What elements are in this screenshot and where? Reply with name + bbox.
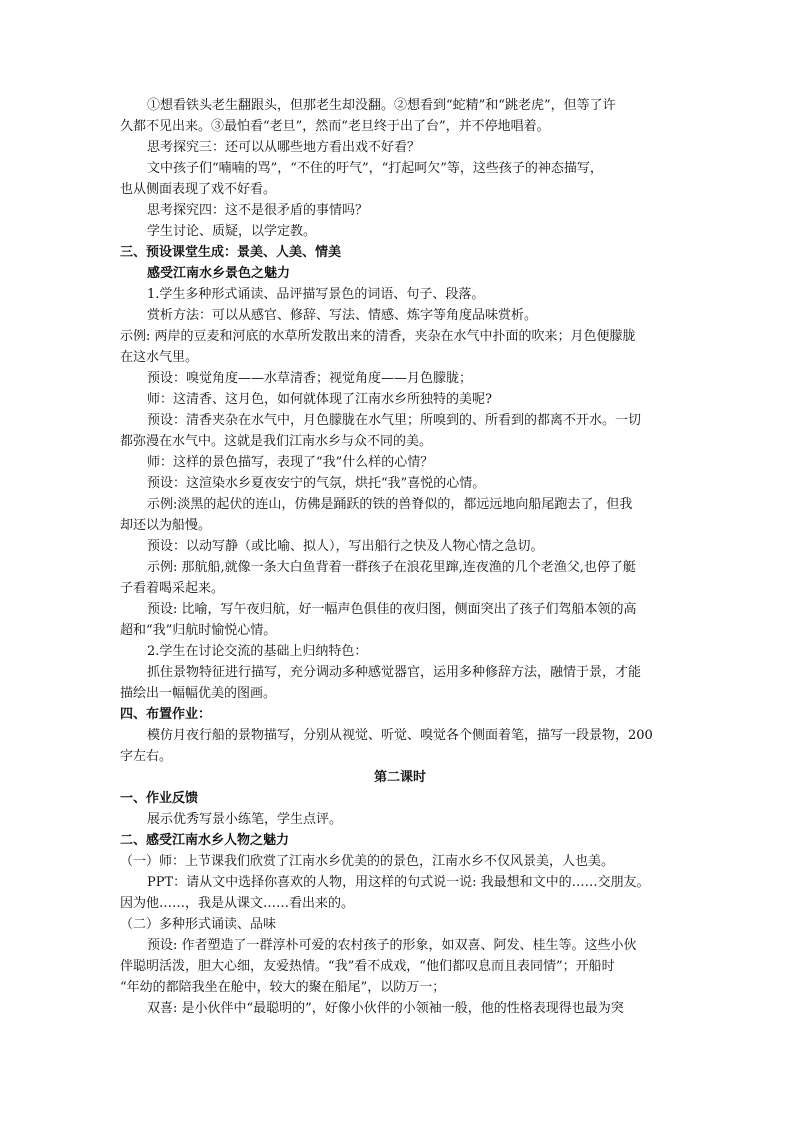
text-line: 也从侧面表现了戏不好看。: [120, 182, 277, 197]
text-line: 1.学生多种形式诵读、品评描写景色的词语、句子、段落。: [147, 287, 485, 302]
text-line: 师：这清香、这月色，如何就体现了江南水乡所独特的美呢?: [147, 392, 492, 407]
text-line: PPT：请从文中选择你喜欢的人物，用这样的句式说一说: 我最想和文中的……交朋友。: [147, 875, 650, 890]
text-line: 示例:淡黑的起伏的连山，仿佛是踊跃的铁的兽脊似的，都远远地向船尾跑去了，但我: [147, 497, 633, 512]
text-line: 预设: 比喻，写午夜归航，好一幅声色俱佳的夜归图，侧面突出了孩子们驾船本领的高: [147, 602, 637, 617]
text-line: 2.学生在讨论交流的基础上归纳特色：: [147, 644, 368, 659]
text-line: 赏析方法：可以从感官、修辞、写法、情感、炼字等角度品味赏析。: [147, 308, 538, 323]
text-line: 双喜: 是小伙伴中“最聪明的”，好像小伙伴的小领袖一般，他的性格表现得也最为突: [147, 1001, 624, 1016]
text-line: 感受江南水乡景色之魅力: [147, 266, 291, 281]
text-line: （一）师：上节课我们欣赏了江南水乡优美的的景色，江南水乡不仅风景美，人也美。: [120, 854, 615, 869]
document-page: [120, 95, 680, 1019]
text-line: 都弥漫在水气中。这就是我们江南水乡与众不同的美。: [120, 434, 433, 449]
text-line: 展示优秀写景小练笔，学生点评。: [147, 812, 343, 827]
text-line: 示例: 两岸的豆麦和河底的水草所发散出来的清香，夹杂在水气中扑面的吹来；月色便朦胧: [120, 329, 636, 344]
text-line: 模仿月夜行船的景物描写，分别从视觉、听觉、嗅觉各个侧面着笔，描写一段景物，200: [147, 728, 653, 743]
text-line: 一、作业反馈: [120, 791, 199, 806]
text-line: 久都不见出来。③最怕看“老旦”，然而“老旦终于出了台”，并不停地唱着。: [120, 119, 550, 134]
text-line: 在这水气里。: [120, 350, 199, 365]
text-line: 预设：以动写静（或比喻、拟人），写出船行之快及人物心情之急切。: [147, 539, 544, 554]
text-line: “年幼的都陪我坐在舱中，较大的聚在船尾”，以防万一；: [120, 980, 446, 995]
text-line: 思考探究四：这不是很矛盾的事情吗？: [147, 203, 369, 218]
text-line: 字左右。: [120, 749, 173, 764]
text-line: 文中孩子们“喃喃的骂”，“不住的吁气”，“打起呵欠”等，这些孩子的神态描写，: [147, 161, 603, 176]
text-line: 子看着喝采起来。: [120, 581, 225, 596]
text-line: 三、预设课堂生成：景美、人美、情美: [120, 245, 342, 260]
text-line: （二）多种形式诵读、品味: [120, 917, 277, 932]
text-line: 伴聪明活泼，胆大心细，友爱热情。“我”看不成戏，“他们都叹息而且表同情”；开船时: [120, 959, 615, 974]
text-line: 二、感受江南水乡人物之魅力: [120, 833, 290, 848]
text-line: 描绘出一幅幅优美的图画。: [120, 686, 277, 701]
text-line: 师：这样的景色描写，表现了“我”什么样的心情？: [147, 455, 434, 470]
text-line: 第二课时: [373, 770, 426, 785]
text-line: 示例: 那航船,就像一条大白鱼背着一群孩子在浪花里蹿,连夜渔的几个老渔父,也停了艇: [147, 560, 636, 575]
text-line: ①想看铁头老生翻跟头，但那老生却没翻。②想看到“蛇精”和“跳老虎”，但等了许: [147, 98, 616, 113]
text-line: 四、布置作业：: [120, 707, 212, 722]
text-line: 超和“我”归航时愉悦心情。: [120, 623, 277, 638]
text-line: 预设：清香夹杂在水气中，月色朦胧在水气里；所嗅到的、所看到的都离不开水。一切: [147, 413, 642, 428]
text-line: 学生讨论、质疑，以学定教。: [147, 224, 317, 239]
text-line: 预设: 作者塑造了一群淳朴可爱的农村孩子的形象，如双喜、阿发、桂生等。这些小伙: [147, 938, 637, 953]
text-line: 却还以为船慢。: [120, 518, 212, 533]
text-line: 抓住景物特征进行描写，充分调动多种感觉器官，运用多种修辞方法，融情于景，才能: [147, 665, 642, 680]
text-line: 思考探究三：还可以从哪些地方看出戏不好看？: [147, 140, 421, 155]
text-line: 因为他……，我是从课文……看出来的。: [120, 896, 355, 911]
text-line: 预设：这渲染水乡夏夜安宁的气氛，烘托“我”喜悦的心情。: [147, 476, 486, 491]
text-line: 预设：嗅觉角度——水草清香；视觉角度——月色朦胧；: [147, 371, 473, 386]
